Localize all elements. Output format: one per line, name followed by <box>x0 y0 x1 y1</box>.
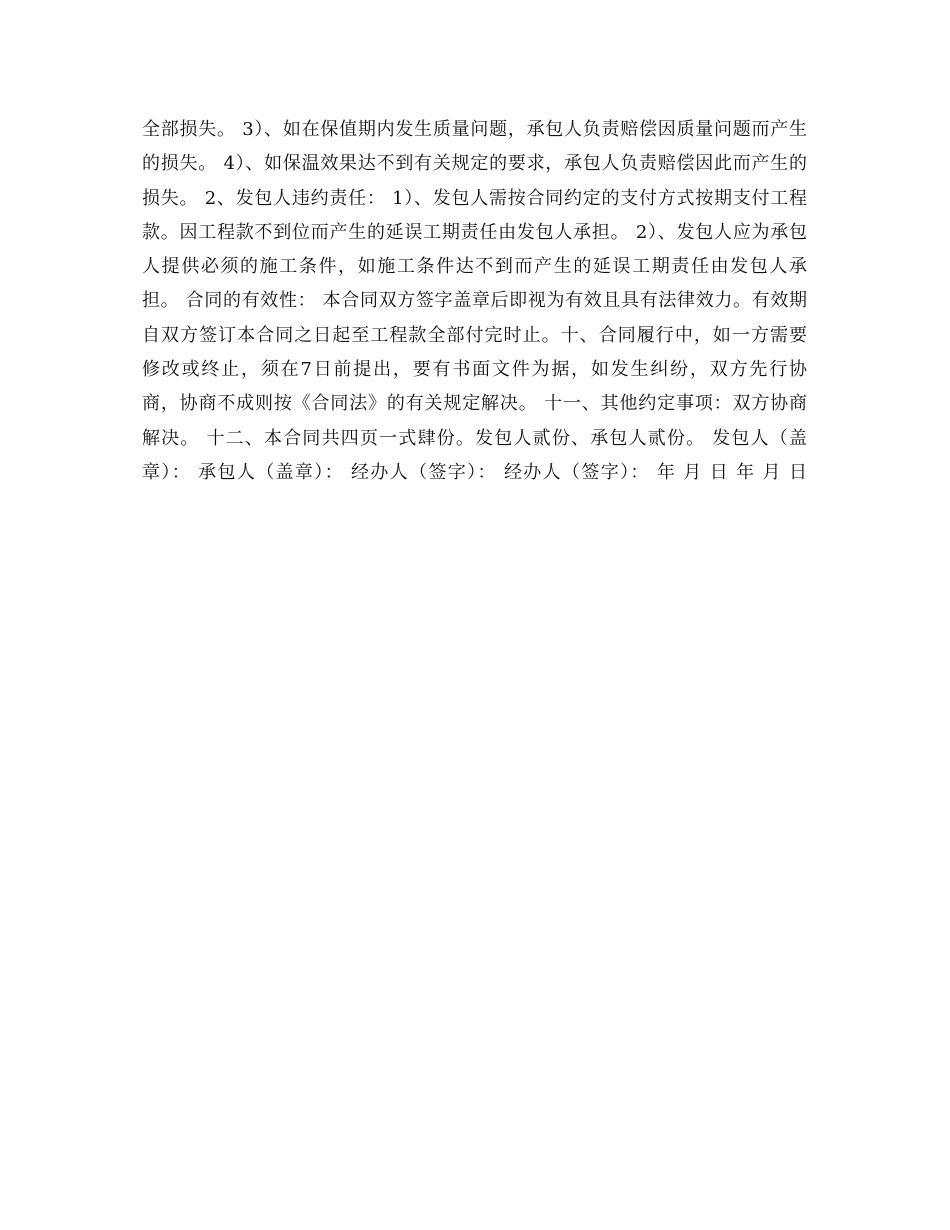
text-line: 修改或终止，须在7日前提出，要有书面文件为据，如发生纠纷，双方先行协 <box>142 359 807 381</box>
text-line: 章）： 承包人（盖章）： 经办人（签字）： 经办人（签字）： 年 月 日 年 月 日 <box>142 461 807 483</box>
text-line: 担。 合同的有效性： 本合同双方签字盖章后即视为有效且具有法律效力。有效期 <box>142 290 807 312</box>
text-line: 解决。 十二、本合同共四页一式肆份。发包人贰份、承包人贰份。 发包人（盖 <box>142 427 807 449</box>
text-line: 款。因工程款不到位而产生的延误工期责任由发包人承担。 2）、发包人应为承包 <box>142 221 807 243</box>
text-line: 全部损失。 3）、如在保值期内发生质量问题，承包人负责赔偿因质量问题而产生 <box>142 119 807 140</box>
text-line: 人提供必须的施工条件，如施工条件达不到而产生的延误工期责任由发包人承 <box>142 256 807 278</box>
text-line: 自双方签订本合同之日起至工程款全部付完时止。十、合同履行中，如一方需要 <box>142 324 807 346</box>
contract-body-text <box>142 113 807 490</box>
text-line: 商，协商不成则按《合同法》的有关规定解决。 十一、其他约定事项：双方协商 <box>142 393 807 415</box>
text-line: 的损失。 4）、如保温效果达不到有关规定的要求，承包人负责赔偿因此而产生的 <box>142 153 807 175</box>
text-line: 损失。 2、发包人违约责任： 1）、发包人需按合同约定的支付方式按期支付工程 <box>142 187 807 209</box>
